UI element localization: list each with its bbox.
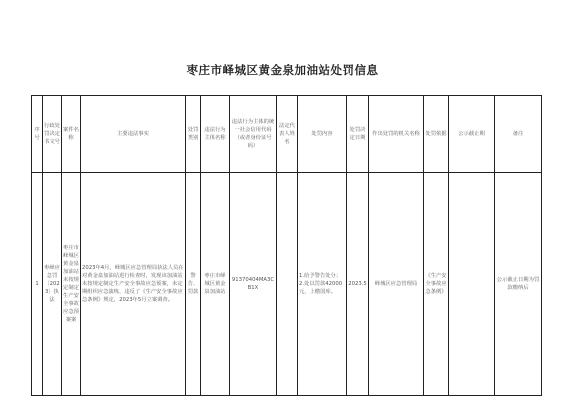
table-row: [32, 173, 542, 396]
header-cell-basis: 处罚依据: [424, 96, 449, 173]
header-cell-facts: 主要违法事实: [81, 96, 186, 173]
header-cell-date: 处罚决定日期: [347, 96, 369, 173]
header-cell-decision-no: 行政处罚决定书文号: [43, 96, 62, 173]
cell-subject-name: 枣庄市峄城区黄金泉加油站: [201, 173, 230, 396]
header-cell-legal-rep: 法定代表人姓名: [277, 96, 298, 173]
header-cell-deadline: 公示截止期: [449, 96, 495, 173]
cell-number: 1: [32, 173, 43, 396]
cell-decision-no: 枣峄应急罚〔2023〕执法: [43, 173, 62, 396]
header-cell-authority: 作出处罚的机关名称: [369, 96, 424, 173]
header-cell-case-name: 案件名称: [62, 96, 81, 173]
header-cell-subject-name: 违法行为主体名称: [201, 96, 230, 173]
header-cell-number: 序号: [32, 96, 43, 173]
cell-deadline: [449, 173, 495, 396]
penalty-table: [31, 95, 542, 396]
cell-authority: 峄城区应急管理局: [369, 173, 424, 396]
header-cell-credit-code: 违法行为主体的统一社会信用代码（或者身份证号码）: [230, 96, 277, 173]
header-cell-content: 处罚内容: [298, 96, 347, 173]
cell-date: 2023.5: [347, 173, 369, 396]
cell-credit-code: 91370404MA3CB1X: [230, 173, 277, 396]
cell-category: 警告、罚款: [186, 173, 201, 396]
cell-basis: 《生产安全事故应急条例》: [424, 173, 449, 396]
table-header-row: [32, 96, 542, 173]
cell-content: 1.给予警告处分；2.处以罚款42000元，上缴国库。: [298, 173, 347, 396]
cell-facts: 2023年4月，峄城区应急管理局执法人员在对黄金泉加油站进行检查时，发现该加油站未按规定制定生产安全事故应急预案，未定期组织应急演练，违反了《生产安全事故应急条例》规定，2023年5月立案调查。: [81, 173, 186, 396]
header-cell-category: 处罚类别: [186, 96, 201, 173]
cell-remark: 公示截止日期为罚款缴纳后: [495, 173, 542, 396]
cell-legal-rep: [277, 173, 298, 396]
header-cell-remark: 备注: [495, 96, 542, 173]
document-title: 枣庄市峄城区黄金泉加油站处罚信息: [186, 63, 379, 77]
cell-case-name: 枣庄市峄城区黄金泉加油站未按规定制定生产安全事故应急预案案: [62, 173, 81, 396]
